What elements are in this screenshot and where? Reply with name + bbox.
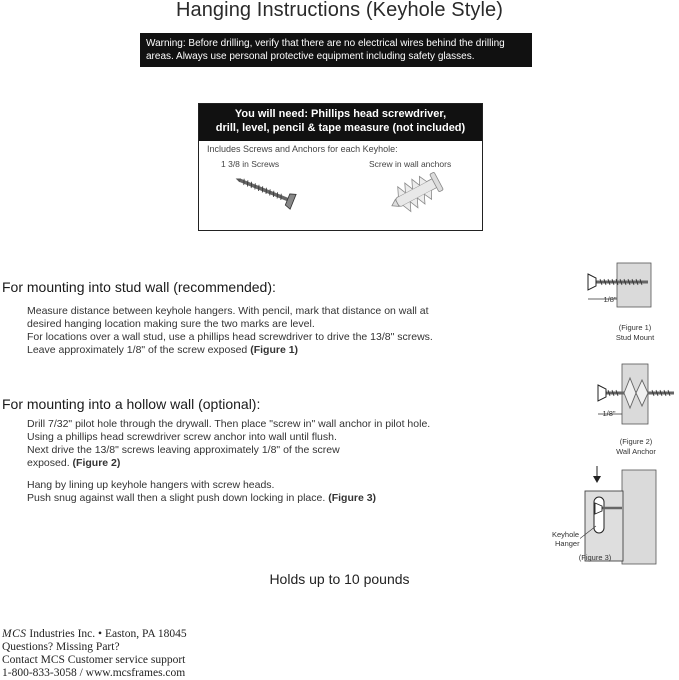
- hang-instructions: [27, 479, 376, 505]
- figure-2-wall-anchor: [594, 362, 678, 432]
- screw-label: 1 3/8 in Screws: [221, 159, 280, 169]
- figure-3-label-line1: Keyhole: [552, 530, 580, 539]
- figure-2-dimension: 1/8": [602, 409, 616, 418]
- hollow-line-1: Drill 7/32" pilot hole through the drywall. Then place "screw in" wall anchor in pilot hole.: [27, 418, 431, 430]
- supplies-heading-line1: You will need: Phillips head screwdriver,: [234, 108, 447, 120]
- hollow-line-4: exposed.: [27, 457, 70, 469]
- stud-heading: For mounting into stud wall (recommended):: [2, 279, 276, 295]
- figure-3-keyhole-hanger: [580, 464, 660, 566]
- stud-line-1: Measure distance between keyhole hangers. With pencil, mark that distance on wall at: [27, 305, 429, 317]
- hang-line-2: Push snug against wall then a slight push down locking in place.: [27, 492, 326, 504]
- figure-1-caption: (Figure 1): [618, 323, 652, 332]
- hollow-line-3: Next drive the 13/8" screws leaving approximately 1/8" of the screw: [27, 444, 340, 456]
- hollow-figure-ref: (Figure 2): [72, 457, 121, 469]
- supplies-box: [198, 103, 483, 231]
- figure-2-subcaption: Wall Anchor: [616, 447, 656, 456]
- includes-text: Includes Screws and Anchors for each Keyhole:: [207, 144, 398, 154]
- figure-3-caption: (Figure 3): [578, 553, 612, 562]
- supplies-heading: [199, 104, 482, 141]
- wall-anchor-icon: [387, 168, 449, 218]
- company-line: [2, 628, 187, 641]
- figure-1-dimension: 1/8": [603, 295, 617, 304]
- hang-line-1: Hang by lining up keyhole hangers with screw heads.: [27, 479, 275, 491]
- stud-line-4: Leave approximately 1/8" of the screw exposed: [27, 344, 248, 356]
- stud-figure-ref: (Figure 1): [250, 344, 299, 356]
- figure-2-caption: (Figure 2): [619, 437, 653, 446]
- hollow-line-2: Using a phillips head screwdriver screw anchor into wall until flush.: [27, 431, 337, 443]
- stud-line-2: desired hanging location making sure the two marks are level.: [27, 318, 315, 330]
- hollow-instructions: [27, 418, 430, 470]
- hollow-heading: For mounting into a hollow wall (optional):: [2, 396, 261, 412]
- figure-3-label-line2: Hanger: [555, 539, 580, 548]
- weight-capacity: Holds up to 10 pounds: [269, 571, 410, 587]
- company-logo: MCS: [2, 628, 27, 640]
- stud-line-3: For locations over a wall stud, use a phillips head screwdriver to drive the 13/8" screws.: [27, 331, 433, 343]
- page-title: Hanging Instructions (Keyhole Style): [175, 0, 504, 21]
- warning-banner: Warning: Before drilling, verify that there are no electrical wires behind the drilling areas. Always use personal protective equipment including safety glasses.: [140, 33, 532, 67]
- supplies-heading-line2: drill, level, pencil & tape measure (not included): [215, 122, 466, 134]
- stud-instructions: [27, 305, 433, 357]
- anchor-label: Screw in wall anchors: [369, 159, 452, 169]
- questions-line: Questions? Missing Part?: [2, 641, 120, 653]
- company-address: Industries Inc. • Easton, PA 18045: [26, 628, 187, 640]
- phone-website: 1-800-833-3058 / www.mcsframes.com: [2, 667, 186, 679]
- contact-line: Contact MCS Customer service support: [2, 654, 186, 666]
- hang-figure-ref: (Figure 3): [328, 492, 377, 504]
- screw-icon: [233, 172, 305, 212]
- figure-1-subcaption: Stud Mount: [615, 333, 655, 342]
